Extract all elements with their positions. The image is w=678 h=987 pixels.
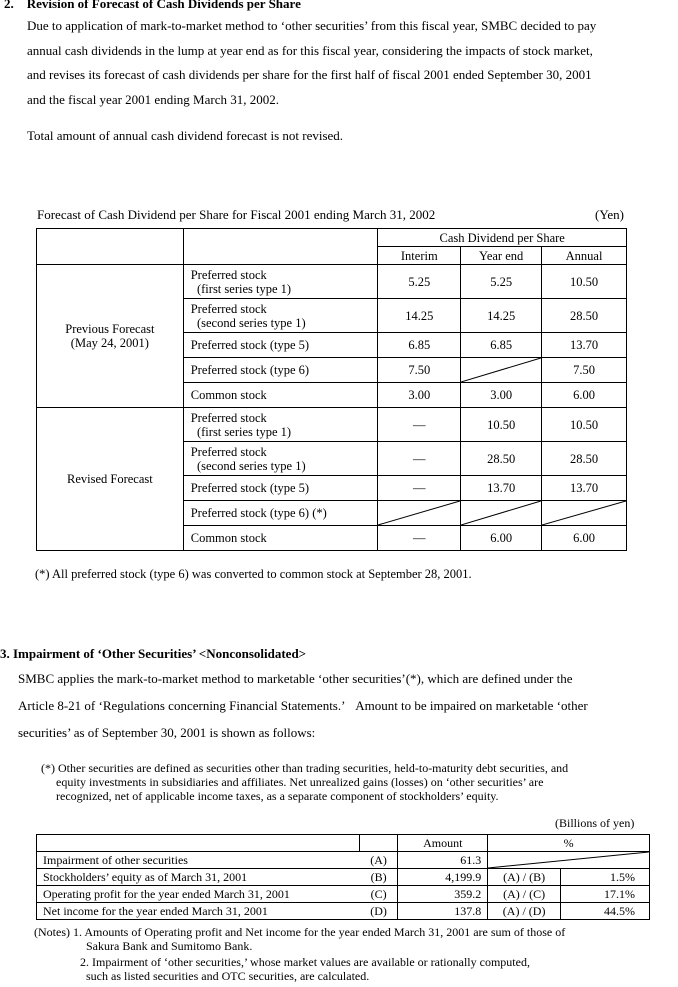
impairment-table-unit: (Billions of yen)	[555, 816, 635, 830]
cell-ratio: (A) / (B)	[488, 869, 561, 886]
cell-annual: 13.70	[542, 476, 627, 501]
cell-annual: 10.50	[542, 408, 627, 442]
cell-yearend: 13.70	[461, 476, 542, 501]
cell-annual: 10.50	[542, 265, 627, 299]
stock-label	[183, 265, 378, 299]
cell-annual: 28.50	[542, 442, 627, 476]
cell-amount: 61.3	[398, 852, 488, 869]
cell-annual: 28.50	[542, 299, 627, 333]
cell-amount: 4,199.9	[398, 869, 488, 886]
label-line: (second series type 1)	[190, 458, 306, 473]
cell-not-applicable	[378, 501, 461, 526]
cell-interim: ―	[378, 526, 461, 551]
row-key: (B)	[360, 869, 398, 886]
para-line: and revises its forecast of cash dividends per share for the first half of fiscal 2001 ended September 30, 2001	[27, 67, 592, 82]
row-key: (A)	[360, 852, 398, 869]
dividend-table	[36, 228, 627, 551]
cell-ratio: (A) / (C)	[488, 886, 561, 903]
row-label: Operating profit for the year ended March 31, 2001	[37, 886, 360, 903]
cell-annual: 6.00	[542, 526, 627, 551]
cell-yearend: 6.00	[461, 526, 542, 551]
cell-not-applicable	[542, 501, 627, 526]
stock-label: Preferred stock (type 5)	[183, 333, 378, 358]
note-line: equity investments in subsidiaries and affiliates. Net unrealized gains (losses) on ‘other securities’ are	[56, 775, 544, 789]
cell-amount: 137.8	[398, 903, 488, 920]
section3-paragraph	[18, 665, 677, 746]
cell-interim: ―	[378, 476, 461, 501]
header-blank	[360, 835, 398, 852]
header-blank	[37, 229, 184, 265]
previous-forecast-label	[37, 265, 184, 408]
cell-interim: 14.25	[378, 299, 461, 333]
note-line: such as listed securities and OTC securities, are calculated.	[86, 969, 370, 983]
label-line: Preferred stock	[190, 410, 267, 425]
dividend-footnote: (*) All preferred stock (type 6) was converted to common stock at September 28, 2001.	[35, 567, 472, 581]
stock-label	[183, 442, 378, 476]
cell-not-applicable	[461, 358, 542, 383]
impairment-notes	[34, 925, 674, 983]
para-line: SMBC applies the mark-to-market method to marketable ‘other securities’(*), which are defined under the	[18, 671, 573, 686]
label-line: Preferred stock	[190, 444, 267, 459]
cell-percent: 17.1%	[561, 886, 650, 903]
stock-label	[183, 299, 378, 333]
label-line: (first series type 1)	[190, 424, 292, 439]
col-header-amount: Amount	[398, 835, 488, 852]
cell-ratio: (A) / (D)	[488, 903, 561, 920]
cell-percent: 1.5%	[561, 869, 650, 886]
col-header-percent: %	[488, 835, 650, 852]
section3-note	[41, 761, 651, 803]
stock-label: Common stock	[183, 383, 378, 408]
cell-yearend: 14.25	[461, 299, 542, 333]
cell-not-applicable	[488, 852, 650, 869]
cell-annual: 7.50	[542, 358, 627, 383]
label-line: (May 24, 2001)	[70, 336, 149, 350]
stock-label: Preferred stock (type 6)	[183, 358, 378, 383]
cell-yearend: 28.50	[461, 442, 542, 476]
revised-forecast-label: Revised Forecast	[37, 408, 184, 551]
cell-interim: ―	[378, 408, 461, 442]
impairment-table	[36, 834, 650, 920]
cell-interim: 3.00	[378, 383, 461, 408]
cell-yearend: 6.85	[461, 333, 542, 358]
dividend-table-unit: (Yen)	[595, 207, 625, 222]
section2-paragraph-2: Total amount of annual cash dividend forecast is not revised.	[27, 128, 344, 143]
section2-heading: 2. Revision of Forecast of Cash Dividends per Share	[4, 0, 301, 11]
cell-annual: 6.00	[542, 383, 627, 408]
label-line: (second series type 1)	[190, 315, 306, 330]
header-blank	[37, 835, 360, 852]
cell-interim: ―	[378, 442, 461, 476]
para-line: annual cash dividends in the lump at year end as for this fiscal year, considering the impacts of stock market,	[27, 42, 593, 58]
para-line: and the fiscal year 2001 ending March 31, 2002.	[27, 91, 279, 107]
label-line: Preferred stock	[190, 301, 267, 316]
cell-interim: 6.85	[378, 333, 461, 358]
header-blank	[183, 229, 378, 265]
col-header-yearend: Year end	[461, 247, 542, 265]
stock-label	[183, 408, 378, 442]
cell-yearend: 3.00	[461, 383, 542, 408]
stock-label: Preferred stock (type 6) (*)	[183, 501, 378, 526]
row-key: (C)	[360, 886, 398, 903]
section3-heading: 3. Impairment of ‘Other Securities’ <Nonconsolidated>	[0, 646, 307, 661]
row-label: Net income for the year ended March 31, 2001	[37, 903, 360, 920]
note-line: recognized, net of applicable income taxes, as a separate component of stockholders’ equity.	[56, 789, 499, 803]
label-line: Previous Forecast	[65, 322, 155, 336]
note-line: (*) Other securities are defined as securities other than trading securities, held-to-maturity debt securities, and	[41, 761, 569, 775]
col-header-interim: Interim	[378, 247, 461, 265]
label-line: Preferred stock	[190, 267, 267, 282]
row-key: (D)	[360, 903, 398, 920]
cell-not-applicable	[461, 501, 542, 526]
para-line: Article 8-21 of ‘Regulations concerning Financial Statements.’ Amount to be impaired on marketable ‘other	[18, 698, 588, 713]
cell-yearend: 10.50	[461, 408, 542, 442]
row-label: Stockholders’ equity as of March 31, 2001	[37, 869, 360, 886]
cell-interim: 5.25	[378, 265, 461, 299]
stock-label: Preferred stock (type 5)	[183, 476, 378, 501]
para-line: securities’ as of September 30, 2001 is shown as follows:	[18, 725, 316, 740]
section2-paragraph	[27, 14, 677, 112]
stock-label: Common stock	[183, 526, 378, 551]
cell-amount: 359.2	[398, 886, 488, 903]
note-line: Sakura Bank and Sumitomo Bank.	[86, 939, 253, 953]
dividend-table-title: Forecast of Cash Dividend per Share for Fiscal 2001 ending March 31, 2002	[37, 207, 436, 222]
col-header-annual: Annual	[542, 247, 627, 265]
label-line: (first series type 1)	[190, 281, 292, 296]
cell-annual: 13.70	[542, 333, 627, 358]
row-label: Impairment of other securities	[37, 852, 360, 869]
para-line: Due to application of mark-to-market method to ‘other securities’ from this fiscal year, SMBC decided to pay	[27, 18, 597, 33]
note-line: (Notes) 1. Amounts of Operating profit and Net income for the year ended March 31, 2001 are sum of those of	[34, 925, 566, 939]
cell-yearend: 5.25	[461, 265, 542, 299]
note-line: 2. Impairment of ‘other securities,’ whose market values are available or rationally computed,	[80, 955, 530, 969]
col-group-header: Cash Dividend per Share	[378, 229, 627, 247]
cell-interim: 7.50	[378, 358, 461, 383]
cell-percent: 44.5%	[561, 903, 650, 920]
